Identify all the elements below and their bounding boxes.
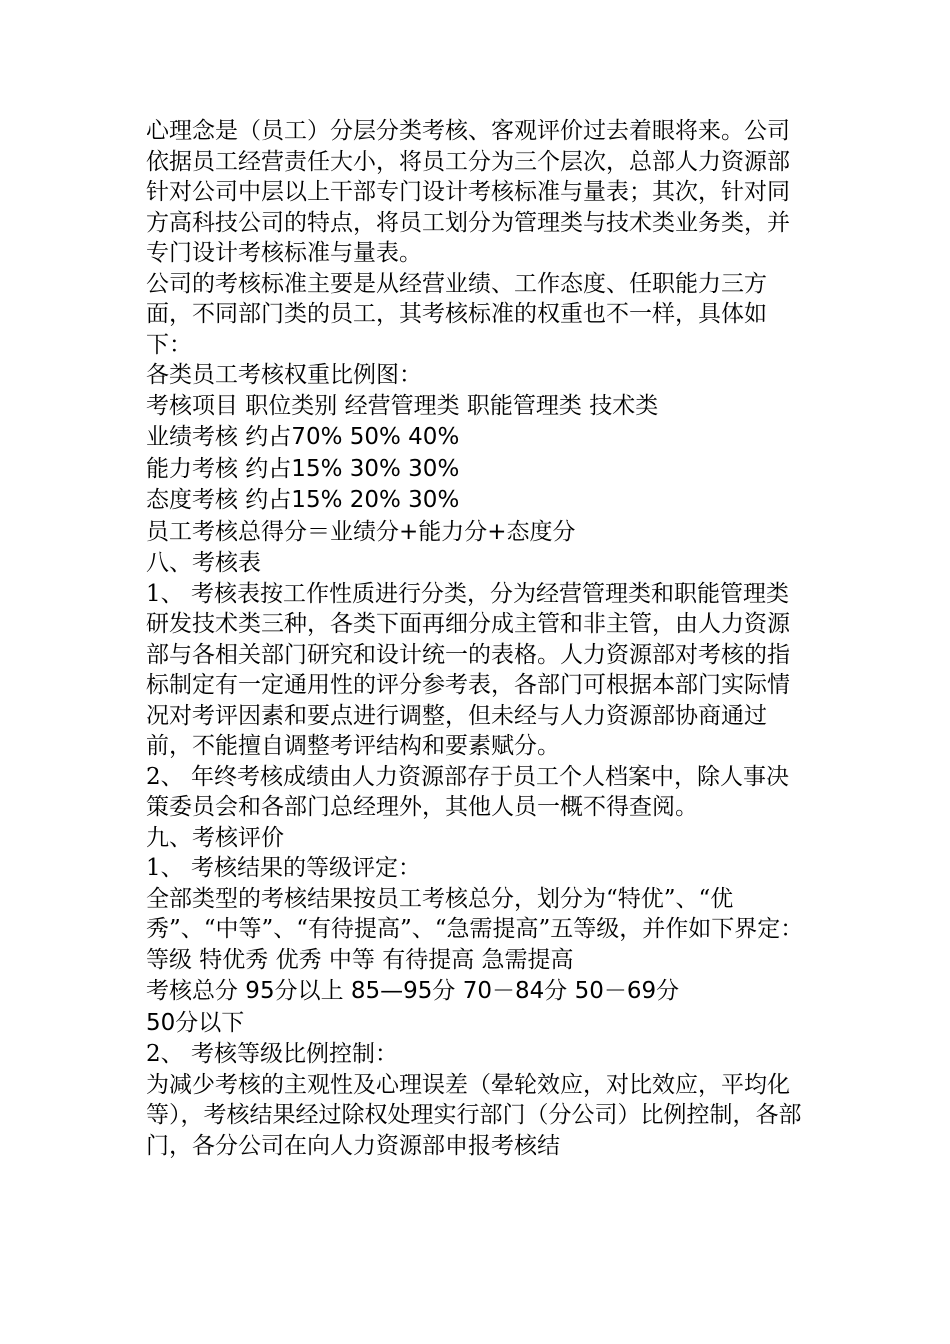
evaluation-item-2: 2、 考核等级比例控制：: [146, 1041, 398, 1067]
document-body: [146, 116, 806, 1161]
section-heading-assessment-evaluation: 九、考核评价: [146, 824, 284, 851]
paragraph-assessment-standards: 公司的考核标准主要是从经营业绩、工作态度、任职能力三方面，不同部门类的员工，其考核标准的权重也不一样，具体如下：: [146, 270, 767, 358]
assessment-form-item-2: 2、 年终考核成绩由人力资源部存于员工个人档案中，除人事决策委员会和各部门总经理外，其他人员一概不得查阅。: [146, 763, 789, 820]
weight-row-performance: 业绩考核 约占70% 50% 40%: [146, 424, 460, 450]
assessment-form-item-1: 1、 考核表按工作性质进行分类，分为经营管理类和职能管理类研发技术类三种，各类下面再细分成主管和非主管，由人力资源部与各相关部门研究和设计统一的表格。人力资源部对考核的指标制定有一定通用性的评分参考表，各部门可根据本部门实际情况对考评因素和要点进行调整，但未经与人力资源部协商通过前，不能擅自调整考评结构和要素赋分。: [146, 580, 790, 759]
grade-table-scores-continued: 50分以下: [146, 1009, 245, 1036]
weight-row-attitude: 态度考核 约占15% 20% 30%: [146, 487, 460, 513]
weight-row-ability: 能力考核 约占15% 30% 30%: [146, 455, 460, 482]
section-heading-assessment-form: 八、考核表: [146, 550, 261, 576]
grade-definition-paragraph: 全部类型的考核结果按员工考核总分，划分为“特优”、“优秀”、“中等”、“有待提高”、“急需提高”五等级，并作如下界定：: [146, 885, 804, 942]
grade-table-scores: 考核总分 95分以上 85—95分 70－84分 50－69分: [146, 978, 680, 1004]
grade-table-header: 等级 特优秀 优秀 中等 有待提高 急需提高: [146, 946, 574, 973]
evaluation-item-1: 1、 考核结果的等级评定：: [146, 855, 421, 881]
paragraph-assessment-philosophy: 心理念是（员工）分层分类考核、客观评价过去着眼将来。公司依据员工经营责任大小，将员工分为三个层次，总部人力资源部针对公司中层以上干部专门设计考核标准与量表；其次，针对同方高科技公司的特点，将员工划分为管理类与技术类业务类，并专门设计考核标准与量表。: [146, 118, 790, 266]
weight-chart-title: 各类员工考核权重比例图：: [146, 362, 422, 388]
total-score-formula: 员工考核总得分＝业绩分+能力分+态度分: [146, 518, 576, 545]
ratio-control-paragraph: 为减少考核的主观性及心理误差（晕轮效应，对比效应，平均化等），考核结果经过除权处理实行部门（分公司）比例控制，各部门，各分公司在向人力资源部申报考核结: [146, 1071, 802, 1159]
weight-table-header: 考核项目 职位类别 经营管理类 职能管理类 技术类: [146, 392, 659, 419]
